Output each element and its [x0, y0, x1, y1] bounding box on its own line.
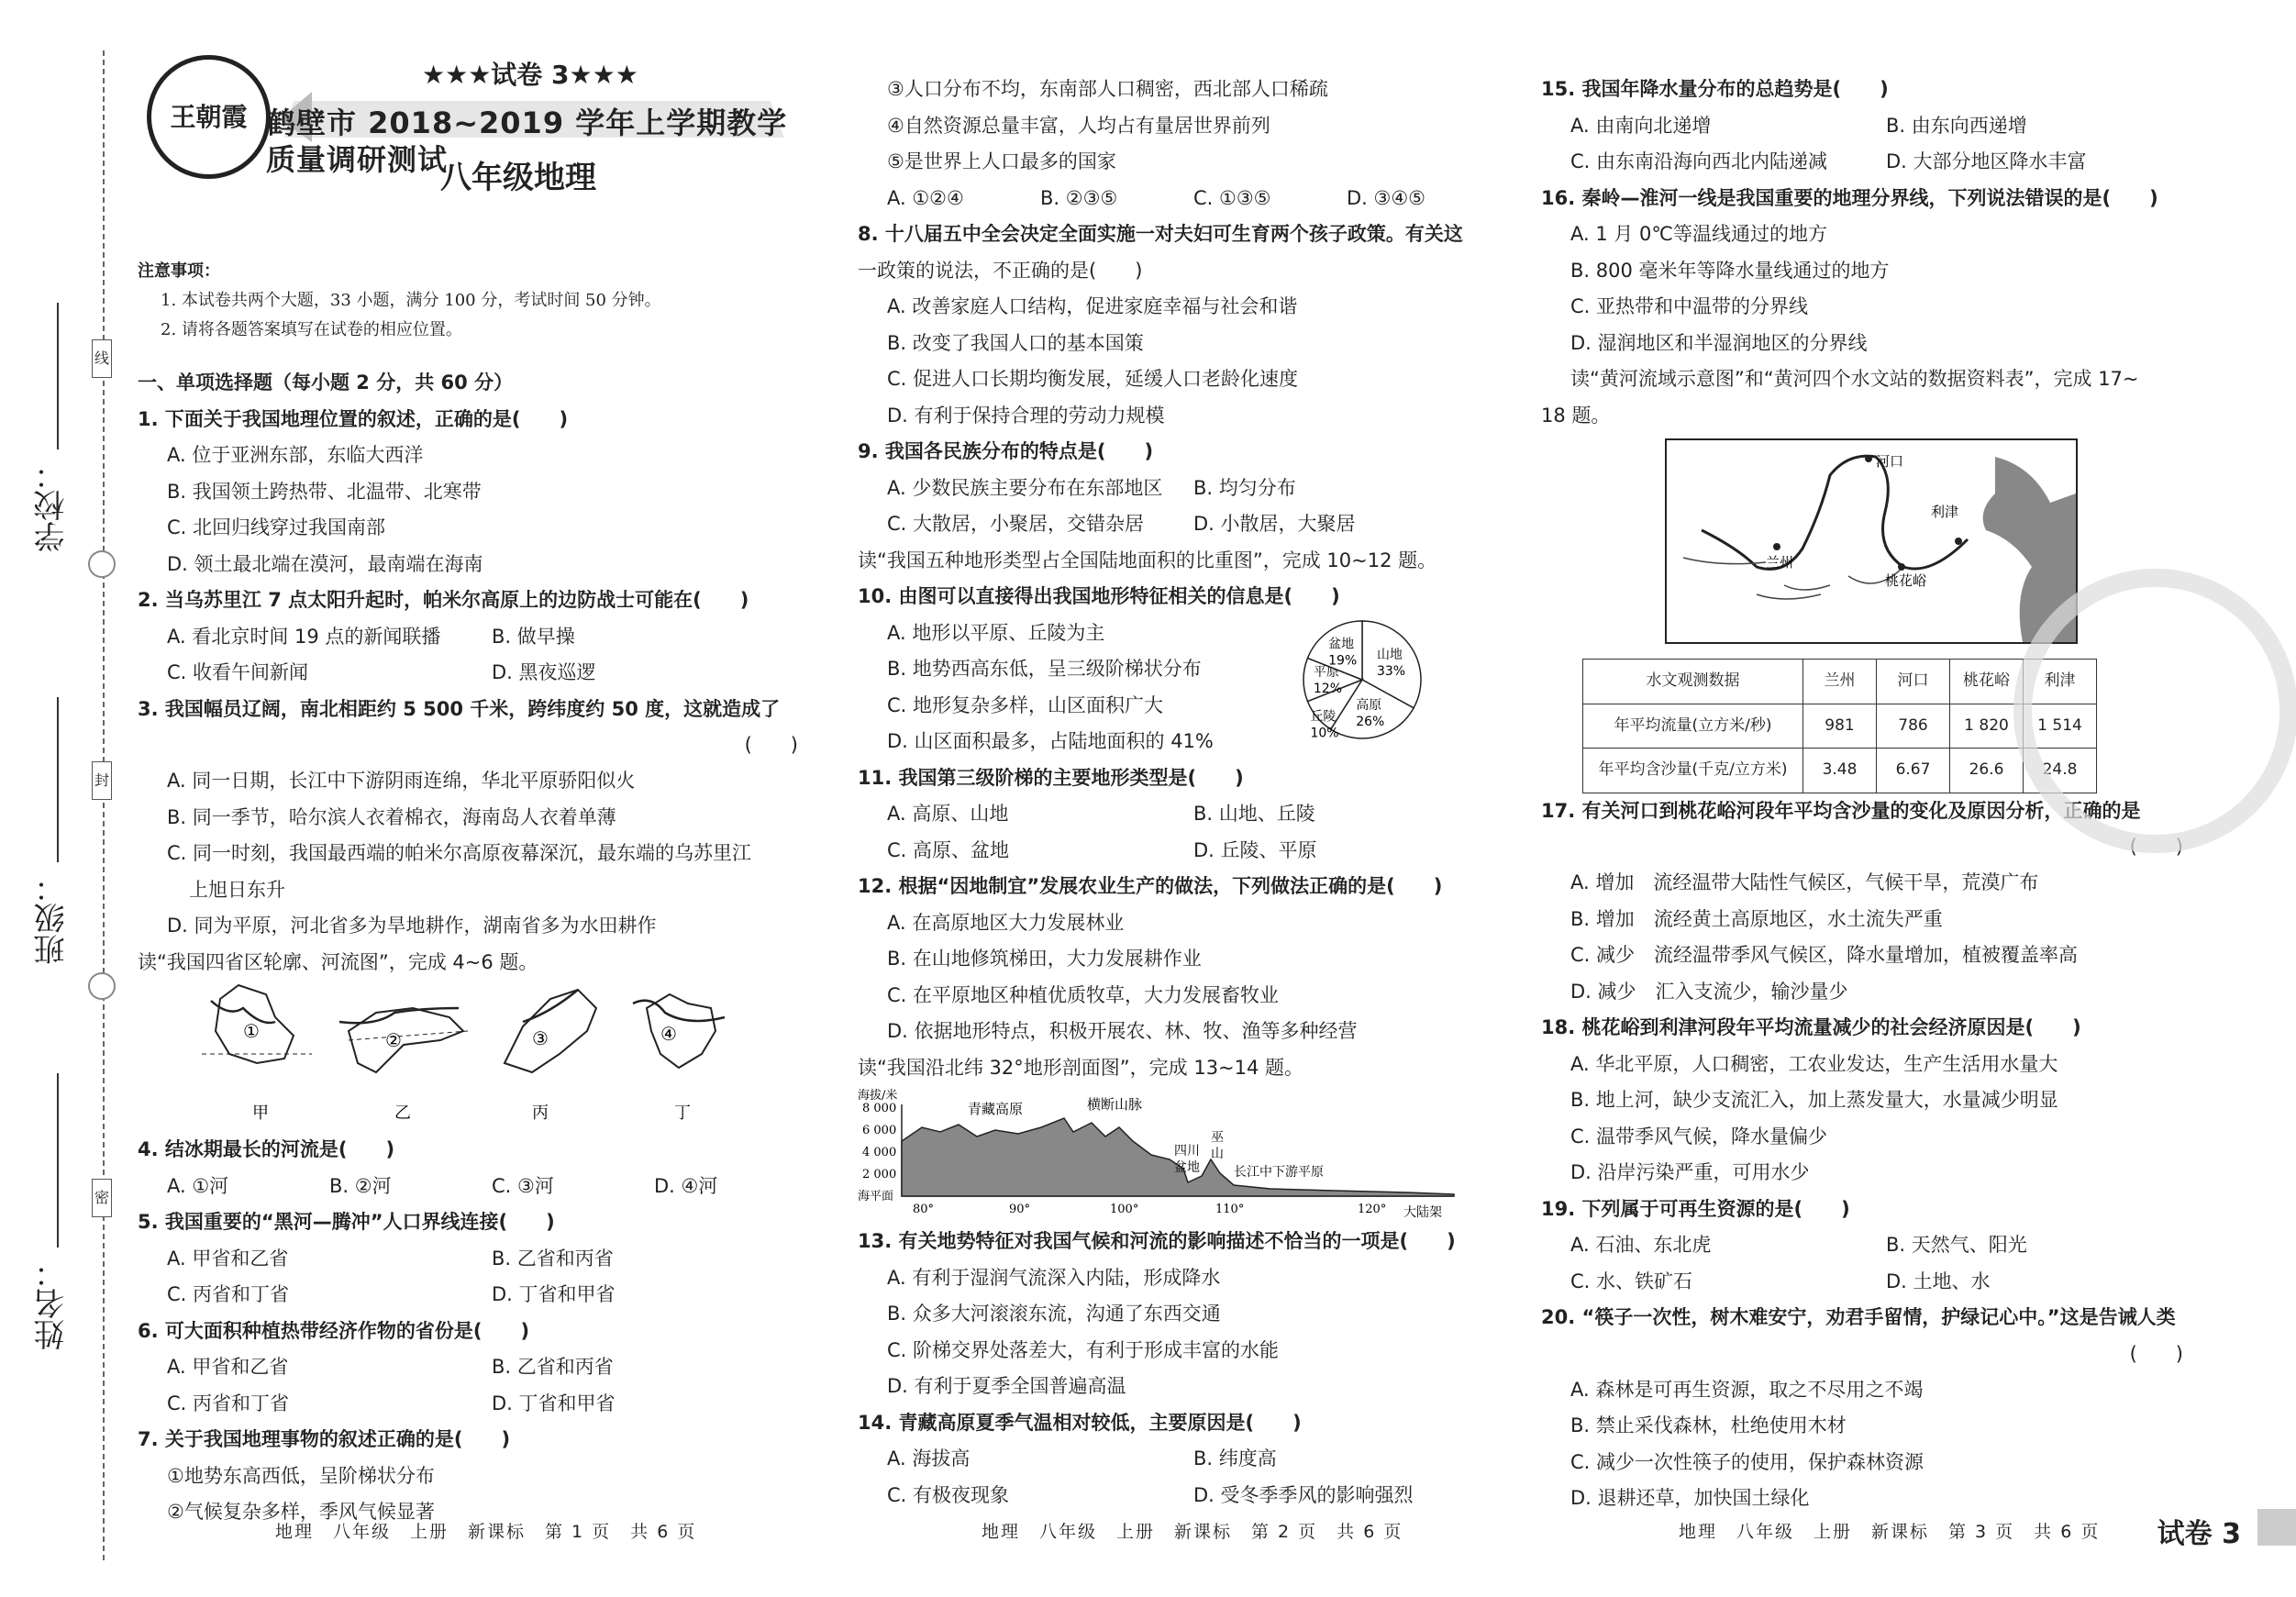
feature-label: 四川 [1174, 1144, 1200, 1159]
table-row [1583, 749, 2097, 793]
option: C. 地形复杂多样，山区面积广大 [887, 693, 1164, 716]
option: B. 增加 流经黄土高原地区，水土流失严重 [1570, 907, 1943, 930]
option: C. 温带季风气候，降水量偏少 [1570, 1125, 1828, 1148]
option: D. 同为平原，河北省多为旱地耕作，湖南省多为水田耕作 [167, 915, 657, 937]
feature-label: 长江中下游平原 [1234, 1165, 1324, 1180]
pie-label: 盆地 [1328, 637, 1355, 652]
pie-label: 高原 [1356, 697, 1382, 713]
option: B. 由东向西递增 [1886, 114, 2027, 137]
option: D. 丘陵、平原 [1193, 838, 1317, 861]
option: A. 位于亚洲东部，东临大西洋 [167, 444, 424, 466]
question-11 [858, 760, 1500, 870]
question-14 [858, 1405, 1500, 1514]
page-footer: 地理 八年级 上册 新课标 第 3 页 共 6 页 [1679, 1522, 2101, 1542]
question-stem: 8. 十八届五中全会决定全面实施一对夫妇可生育两个孩子政策。有关这 [858, 223, 1463, 245]
table-cell: 1 514 [2024, 704, 2097, 749]
option: B. 我国领土跨热带、北温带、北寒带 [167, 480, 482, 503]
question-stem: 13. 有关地势特征对我国气候和河流的影响描述不恰当的一项是( ) [858, 1230, 1456, 1252]
option: C. ①③⑤ [1193, 186, 1271, 209]
station-label: 兰州 [1766, 554, 1794, 571]
option: B. 800 毫米年等降水量线通过的地方 [1570, 259, 1890, 282]
option: C. ③河 [492, 1174, 554, 1197]
question-stem: 2. 当乌苏里江 7 点太阳升起时，帕米尔高原上的边防战士可能在( ) [138, 589, 749, 611]
option: A. 甲省和乙省 [167, 1356, 289, 1378]
option: A. 1 月 0℃等温线通过的地方 [1570, 223, 1828, 245]
question-stem: 7. 关于我国地理事物的叙述正确的是( ) [138, 1428, 511, 1450]
option: D. 黑夜巡逻 [492, 661, 596, 683]
question-4 [138, 1132, 816, 1204]
question-stem: 15. 我国年降水量分布的总趋势是( ) [1541, 78, 1889, 100]
question-stem: 19. 下列属于可再生资源的是( ) [1541, 1197, 1850, 1220]
y-tick: 8 000 [862, 1102, 897, 1115]
option: B. 天然气、阳光 [1886, 1234, 2027, 1256]
question-10 [858, 579, 1500, 760]
table-cell: 24.8 [2024, 749, 2097, 793]
notes [138, 257, 816, 345]
table-cell: 981 [1803, 704, 1877, 749]
option: D. 丁省和甲省 [492, 1392, 616, 1414]
x-tick: 80° [913, 1203, 935, 1216]
name-label: 姓名： [34, 1257, 71, 1350]
option: A. 甲省和乙省 [167, 1247, 289, 1270]
option: A. 少数民族主要分布在东部地区 [887, 476, 1163, 499]
question-16 [1541, 181, 2202, 362]
option: A. 改善家庭人口结构，促进家庭幸福与社会和谐 [887, 295, 1298, 317]
option: B. 乙省和丙省 [492, 1356, 614, 1378]
question-15 [1541, 72, 2202, 181]
question-stem: 5. 我国重要的“黑河—腾冲”人口界线连接( ) [138, 1211, 555, 1233]
option: B. 山地、丘陵 [1193, 803, 1315, 825]
option: A. 石油、东北虎 [1570, 1234, 1712, 1256]
subject-title: 八年级地理 [440, 160, 596, 196]
statement: ③人口分布不均，东南部人口稠密，西北部人口稀疏 [887, 78, 1328, 100]
header [138, 37, 816, 196]
feature-label: 盆地 [1174, 1160, 1200, 1175]
question-stem: 12. 根据“因地制宜”发展农业生产的做法，下列做法正确的是( ) [858, 875, 1443, 897]
option: C. 有极夜现象 [887, 1483, 1010, 1506]
station-label: 利津 [1931, 504, 1959, 520]
name-line [57, 1073, 59, 1248]
table-cell: 3.48 [1803, 749, 1877, 793]
option: C. 水、铁矿石 [1570, 1270, 1693, 1292]
option: C. 丙省和丁省 [167, 1392, 290, 1414]
y-tick: 海平面 [858, 1190, 894, 1203]
question-stem: 14. 青藏高原夏季气温相对较低，主要原因是( ) [858, 1411, 1302, 1434]
option: C. 收看午间新闻 [167, 661, 309, 683]
answer-paren: ( ) [744, 734, 798, 756]
option: B. 乙省和丙省 [492, 1247, 614, 1270]
x-tick: 100° [1110, 1203, 1139, 1216]
question-stem-continued: 一政策的说法，不正确的是( ) [858, 259, 1143, 282]
option: C. 同一时刻，我国最西端的帕米尔高原夜幕深沉，最东端的乌苏里江 [167, 842, 752, 864]
option: A. 华北平原，人口稠密，工农业发达，生产生活用水量大 [1570, 1052, 2058, 1075]
option: B. ②③⑤ [1040, 186, 1118, 209]
option: B. 禁止采伐森林，杜绝使用木材 [1570, 1414, 1847, 1436]
option: D. 受冬季季风的影响强烈 [1193, 1483, 1414, 1506]
option: C. 由东南沿海向西北内陆递减 [1570, 150, 1828, 172]
option: B. 地势西高东低，呈三级阶梯状分布 [887, 658, 1202, 680]
watermark-stamp [2013, 569, 2296, 853]
station-label: 桃花峪 [1885, 572, 1927, 589]
table-header: 桃花峪 [1950, 660, 2024, 704]
answer-paren: ( ) [2129, 1342, 2183, 1365]
option: C. 阶梯交界处落差大，有利于形成丰富的水能 [887, 1338, 1280, 1361]
feature-label: 山 [1211, 1147, 1224, 1161]
pie-value: 33% [1376, 664, 1406, 680]
option: A. 森林是可再生资源，取之不尽用之不竭 [1570, 1378, 1924, 1401]
reading-prompt: 读“我国沿北纬 32°地形剖面图”，完成 13~14 题。 [858, 1056, 1304, 1079]
y-tick: 6 000 [862, 1124, 897, 1137]
question-19 [1541, 1192, 2202, 1301]
option: B. 纬度高 [1193, 1447, 1277, 1469]
reading-prompt: 读“我国五种地形类型占全国陆地面积的比重图”，完成 10~12 题。 [858, 549, 1437, 571]
option: C. 北回归线穿过我国南部 [167, 516, 386, 538]
option: B. 同一季节，哈尔滨人衣着棉衣，海南岛人衣着单薄 [167, 805, 616, 828]
question-stem: 18. 桃花峪到利津河段年平均流量减少的社会经济原因是( ) [1541, 1016, 2081, 1038]
option: B. ②河 [329, 1174, 392, 1197]
province-outlines [138, 981, 816, 1132]
option: C. 促进人口长期均衡发展，延缓人口老龄化速度 [887, 368, 1299, 390]
option: B. 在山地修筑梯田，大力发展耕作业 [887, 948, 1202, 970]
option: D. 大部分地区降水丰富 [1886, 150, 2087, 172]
option: D. 退耕还草，加快国土绿化 [1570, 1487, 1810, 1509]
option: A. ①河 [167, 1174, 229, 1197]
school-line [57, 303, 59, 449]
question-12 [858, 869, 1500, 1050]
province-number: ① [243, 1020, 260, 1042]
page-footer: 地理 八年级 上册 新课标 第 2 页 共 6 页 [982, 1522, 1403, 1542]
table-cell: 786 [1877, 704, 1950, 749]
statement: ②气候复杂多样，季风气候显著 [167, 1501, 435, 1523]
question-9 [858, 434, 1500, 543]
seal-secret: 密 [92, 1179, 112, 1217]
option: A. 看北京时间 19 点的新闻联播 [167, 625, 441, 648]
option: D. 减少 汇入支流少，输沙量少 [1570, 980, 1848, 1003]
question-stem: 17. 有关河口到桃花峪河段年平均含沙量的变化及原因分析，正确的是 [1541, 799, 2141, 822]
province-number: ③ [532, 1027, 549, 1049]
question-stem: 6. 可大面积种植热带经济作物的省份是( ) [138, 1319, 530, 1342]
school-label: 学校： [34, 459, 71, 552]
option: D. ④河 [654, 1174, 718, 1197]
pie-value: 10% [1310, 726, 1339, 741]
reading-prompt [1541, 361, 2202, 434]
river-basin-map [1665, 438, 2078, 645]
binding-margin [0, 0, 138, 1597]
corner-bar [2257, 1509, 2296, 1546]
option: B. 地上河，缺少支流汇入，加上蒸发量大，水量减少明显 [1570, 1089, 2058, 1111]
option: C. 减少一次性筷子的使用，保护森林资源 [1570, 1450, 1924, 1473]
table-cell: 1 820 [1950, 704, 2024, 749]
question-stem: 4. 结冰期最长的河流是( ) [138, 1138, 395, 1160]
x-tick: 120° [1358, 1203, 1387, 1216]
question-18 [1541, 1010, 2202, 1192]
cut-line [103, 50, 105, 1560]
binding-ring [88, 550, 116, 578]
question-2 [138, 582, 816, 692]
option: B. 改变了我国人口的基本国策 [887, 331, 1144, 354]
table-cell: 年平均流量(立方米/秒) [1583, 704, 1803, 749]
table-header: 兰州 [1803, 660, 1877, 704]
pie-value: 19% [1328, 653, 1358, 669]
option: A. 增加 流经温带大陆性气候区，气候干旱，荒漠广布 [1570, 871, 2039, 893]
option: B. 做早操 [492, 625, 575, 648]
statement: ①地势东高西低，呈阶梯状分布 [167, 1464, 435, 1487]
pie-value: 26% [1356, 714, 1385, 729]
paper-number-badge: 试卷 3 [2157, 1518, 2241, 1550]
reading-line: 18 题。 [1541, 404, 1611, 427]
y-tick: 4 000 [862, 1146, 897, 1159]
class-line [57, 697, 59, 862]
question-stem: 10. 由图可以直接得出我国地形特征相关的信息是( ) [858, 585, 1340, 607]
pie-value: 12% [1313, 682, 1343, 696]
question-7 [138, 1422, 816, 1531]
feature-label: 巫 [1211, 1130, 1224, 1145]
option: D. 土地、水 [1886, 1270, 1991, 1292]
question-stem: 20. “筷子一次性，树木难安宁，劝君手留情，护绿记心中。”这是告诫人类 [1541, 1306, 2176, 1328]
option: A. 由南向北递增 [1570, 114, 1712, 137]
table-header: 利津 [2024, 660, 2097, 704]
table-cell: 年平均含沙量(千克/立方米) [1583, 749, 1803, 793]
option: D. 小散居，大聚居 [1193, 513, 1356, 535]
terrain-pie-chart [1293, 616, 1514, 744]
paper-badge: ★★★试卷 3★★★ [422, 60, 638, 90]
table-cell: 26.6 [1950, 749, 2024, 793]
question-6 [138, 1314, 816, 1423]
province-label: 甲 [252, 1103, 269, 1123]
table-cell: 6.67 [1877, 749, 1950, 793]
question-3 [138, 692, 816, 945]
page-footer: 地理 八年级 上册 新课标 第 1 页 共 6 页 [275, 1522, 697, 1542]
question-stem: 9. 我国各民族分布的特点是( ) [858, 440, 1154, 462]
notes-heading: 注意事项： [138, 261, 220, 281]
option: D. ③④⑤ [1347, 186, 1425, 209]
terrain-profile [858, 1086, 1500, 1224]
option: A. ①②④ [887, 186, 964, 209]
province-label: 丁 [674, 1103, 691, 1123]
station-label: 河口 [1876, 453, 1904, 470]
table-header: 河口 [1877, 660, 1950, 704]
pie-label: 平原 [1313, 665, 1339, 680]
pie-label: 山地 [1376, 648, 1403, 663]
option: C. 大散居，小聚居，交错杂居 [887, 513, 1145, 535]
class-label: 班级： [34, 871, 71, 965]
x-tick: 90° [1009, 1203, 1031, 1216]
feature-label: 横断山脉 [1087, 1096, 1143, 1113]
option: C. 亚热带和中温带的分界线 [1570, 295, 1809, 317]
option: D. 丁省和甲省 [492, 1283, 616, 1305]
question-stem: 3. 我国幅员辽阔，南北相距约 5 500 千米，跨纬度约 50 度，这就造成了 [138, 697, 781, 720]
province-label: 丙 [532, 1103, 549, 1123]
province-figure [138, 981, 816, 1132]
column-2 [858, 72, 1500, 1514]
option: C. 丙省和丁省 [167, 1283, 290, 1305]
feature-label: 大陆架 [1403, 1205, 1442, 1220]
option: C. 在平原地区种植优质牧草，大力发展畜牧业 [887, 983, 1280, 1006]
option: A. 海拔高 [887, 1447, 971, 1469]
x-tick: 110° [1215, 1203, 1245, 1216]
seal-line: 线 [92, 339, 112, 378]
option: D. 山区面积最多，占陆地面积的 41% [887, 730, 1214, 752]
y-tick: 2 000 [862, 1168, 897, 1181]
option: B. 均匀分布 [1193, 476, 1296, 499]
option: A. 同一日期，长江中下游阴雨连绵，华北平原骄阳似火 [167, 770, 636, 792]
province-number: ② [385, 1029, 402, 1051]
question-20 [1541, 1300, 2202, 1517]
question-1 [138, 402, 816, 583]
option: A. 地形以平原、丘陵为主 [887, 621, 1105, 644]
question-stem: 1. 下面关于我国地理位置的叙述，正确的是( ) [138, 407, 569, 430]
option: C. 高原、盆地 [887, 838, 1010, 861]
option: A. 高原、山地 [887, 803, 1009, 825]
section-heading: 一、单项选择题（每小题 2 分，共 60 分） [138, 372, 514, 394]
option: D. 湿润地区和半湿润地区的分界线 [1570, 331, 1868, 354]
question-13 [858, 1224, 1500, 1405]
pie-label: 丘陵 [1310, 709, 1337, 725]
table-header: 水文观测数据 [1583, 660, 1803, 704]
option-continued: 上旭日东升 [189, 878, 285, 901]
brand-logo: 王朝霞 [147, 55, 271, 179]
question-stem: 16. 秦岭—淮河一线是我国重要的地理分界线，下列说法错误的是( ) [1541, 186, 2158, 209]
option: D. 依据地形特点，积极开展农、林、牧、渔等多种经营 [887, 1020, 1358, 1042]
note-item: 1. 本试卷共两个大题，33 小题，满分 100 分，考试时间 50 分钟。 [161, 291, 661, 310]
statement: ④自然资源总量丰富，人均占有量居世界前列 [887, 114, 1270, 137]
option: C. 减少 流经温带季风气候区，降水量增加，植被覆盖率高 [1570, 944, 2079, 966]
option: D. 有利于保持合理的劳动力规模 [887, 404, 1165, 427]
profile-figure [858, 1086, 1500, 1224]
option: B. 众多大河滚滚东流，沟通了东西交通 [887, 1303, 1221, 1325]
feature-label: 青藏高原 [968, 1101, 1024, 1117]
question-7-cont [858, 72, 1500, 216]
reading-prompt: 读“我国四省区轮廓、河流图”，完成 4~6 题。 [138, 950, 538, 973]
seal-seal: 封 [92, 761, 112, 800]
option: A. 有利于湿润气流深入内陆，形成降水 [887, 1266, 1221, 1289]
binding-ring [88, 972, 116, 1000]
option: A. 在高原地区大力发展林业 [887, 911, 1125, 934]
province-label: 乙 [394, 1103, 411, 1123]
note-item: 2. 请将各题答案填写在试卷的相应位置。 [161, 320, 462, 339]
exam-title: 鹤壁市 2018~2019 学年上学期教学质量调研测试 [266, 105, 788, 177]
reading-line: 读“黄河流域示意图”和“黄河四个水文站的数据资料表”，完成 17~ [1570, 368, 2139, 390]
column-1 [138, 37, 816, 1531]
province-number: ④ [660, 1023, 677, 1045]
axis-label: 海拔/米 [858, 1089, 898, 1103]
statement: ⑤是世界上人口最多的国家 [887, 150, 1116, 172]
option: D. 沿岸污染严重，可用水少 [1570, 1161, 1810, 1183]
question-5 [138, 1204, 816, 1314]
option: D. 有利于夏季全国普遍高温 [887, 1375, 1126, 1397]
answer-paren: ( ) [2129, 836, 2183, 858]
question-8 [858, 216, 1500, 434]
option: D. 领土最北端在漠河，最南端在海南 [167, 552, 483, 575]
question-stem: 11. 我国第三级阶梯的主要地形类型是( ) [858, 766, 1244, 789]
